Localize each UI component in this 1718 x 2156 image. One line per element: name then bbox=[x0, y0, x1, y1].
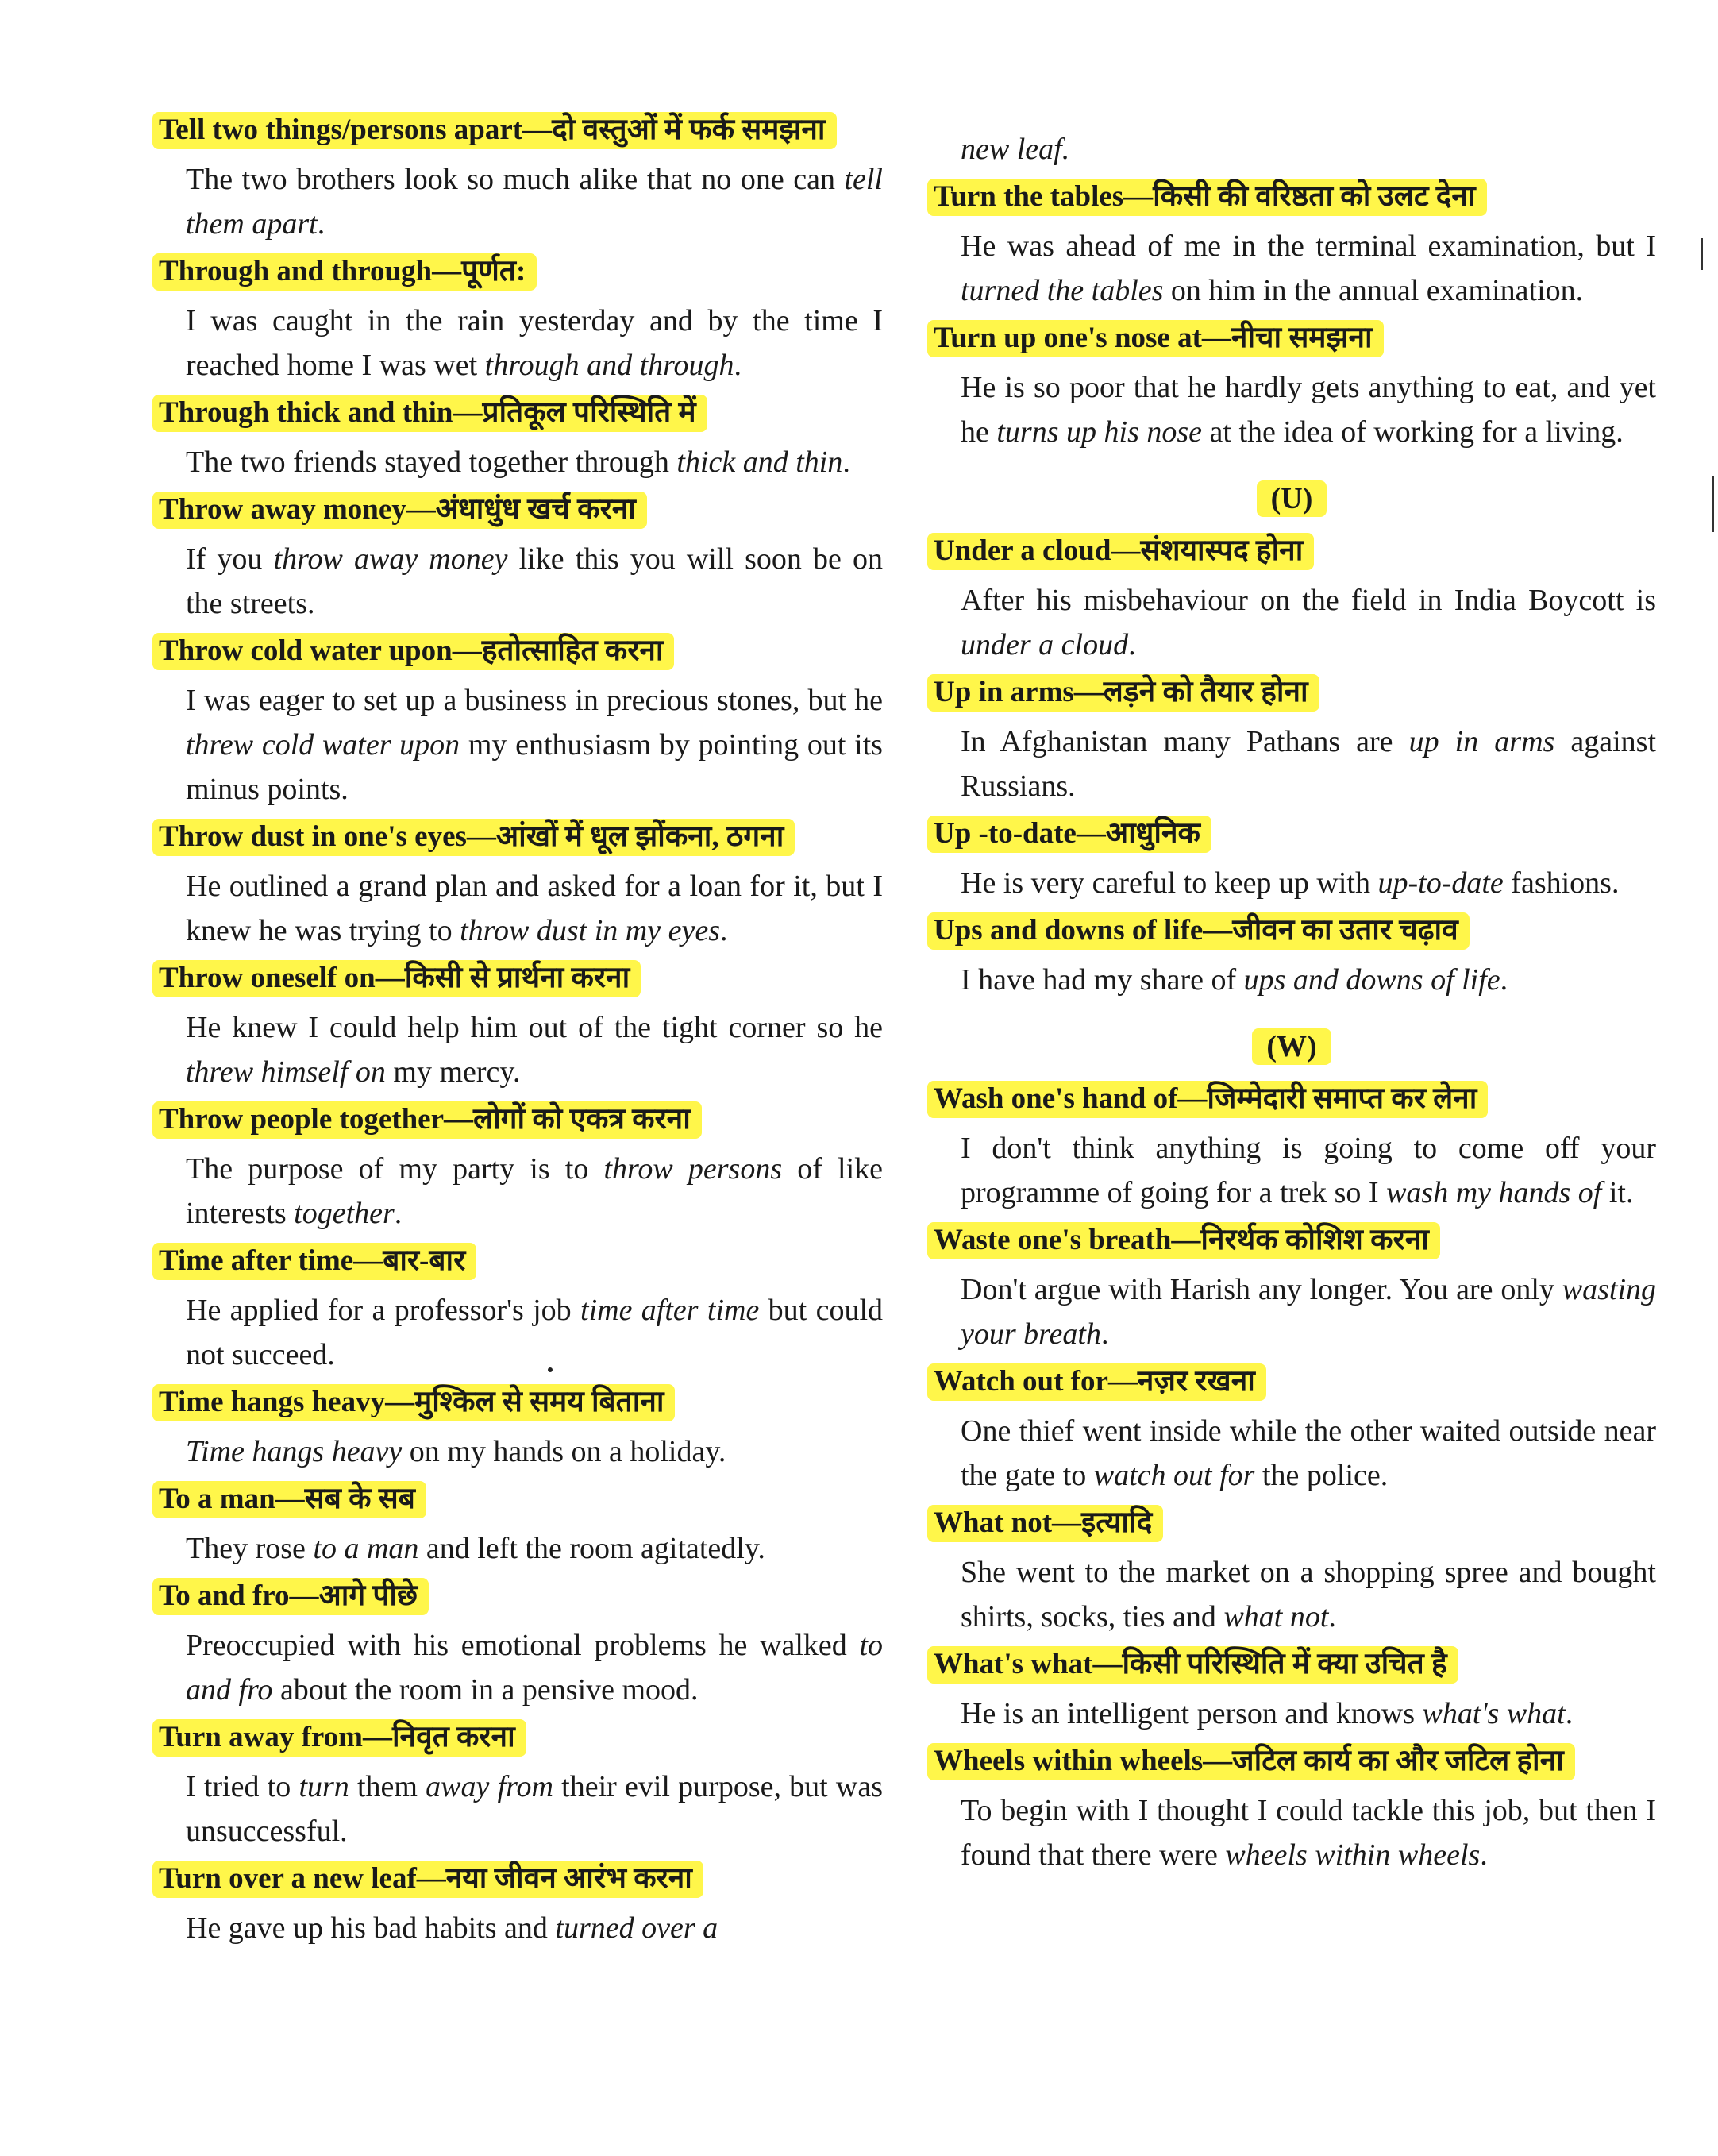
example-text: Don't argue with Harish any longer. You are only bbox=[961, 1273, 1562, 1306]
right-w-entries bbox=[927, 1078, 1656, 1877]
example-text: against Russians. bbox=[961, 725, 1657, 803]
example-text: . bbox=[842, 445, 850, 479]
idiom-entry bbox=[152, 489, 883, 626]
example-text: on him in the annual examination. bbox=[1163, 274, 1584, 307]
example-italic-phrase: threw cold water upon bbox=[186, 728, 460, 762]
idiom-heading: Time hangs heavy—मुश्किल से समय बिताना bbox=[152, 1384, 675, 1421]
example-text: He is so poor that he hardly gets anything to eat, and yet he bbox=[961, 371, 1656, 449]
example-italic-phrase: away from bbox=[426, 1770, 553, 1803]
idiom-example bbox=[186, 157, 883, 246]
example-text: He gave up his bad habits and bbox=[186, 1911, 556, 1945]
idiom-entry bbox=[152, 1858, 883, 1950]
section-w-label: (W) bbox=[1252, 1028, 1331, 1065]
example-text: I was caught in the rain yesterday and by the time I reached home I was wet bbox=[186, 304, 883, 382]
example-text: In Afghanistan many Pathans are bbox=[961, 725, 1409, 758]
idiom-heading: Turn over a new leaf—नया जीवन आरंभ करना bbox=[152, 1861, 703, 1898]
example-text: He was ahead of me in the terminal examination, but I bbox=[961, 229, 1656, 263]
example-text: The two brothers look so much alike that no one can bbox=[186, 163, 845, 196]
idiom-entry bbox=[152, 1576, 883, 1712]
idiom-heading-line bbox=[152, 1717, 883, 1763]
stray-dot bbox=[548, 1367, 553, 1372]
idiom-example bbox=[961, 719, 1656, 808]
idiom-example bbox=[961, 1691, 1656, 1736]
example-text: I have had my share of bbox=[961, 963, 1244, 997]
example-text: it. bbox=[1601, 1176, 1634, 1209]
idiom-heading: What's what—किसी परिस्थिति में क्या उचित है bbox=[927, 1646, 1458, 1684]
idiom-heading: Through thick and thin—प्रतिकूल परिस्थिति में bbox=[152, 395, 707, 432]
example-text: . bbox=[1128, 628, 1136, 661]
example-italic-phrase: under a cloud bbox=[961, 628, 1129, 661]
idiom-example bbox=[961, 1409, 1656, 1498]
example-text: He is very careful to keep up with bbox=[961, 866, 1378, 900]
idiom-heading: Waste one's breath—निरर्थक कोशिश करना bbox=[927, 1222, 1440, 1259]
idiom-heading-line bbox=[927, 1644, 1656, 1690]
example-italic-phrase: to a man bbox=[313, 1532, 419, 1565]
idiom-entry bbox=[927, 1741, 1656, 1877]
idiom-entry bbox=[927, 176, 1656, 313]
idiom-example bbox=[186, 1623, 883, 1712]
idiom-entry bbox=[152, 1099, 883, 1236]
idiom-entry bbox=[152, 1717, 883, 1853]
example-text: . bbox=[1480, 1838, 1488, 1872]
example-text: He outlined a grand plan and asked for a loan for it, but I knew he was trying to bbox=[186, 870, 883, 947]
idiom-entry bbox=[152, 631, 883, 812]
example-text: of like interests bbox=[186, 1152, 883, 1230]
example-italic-phrase: watch out for bbox=[1093, 1459, 1255, 1492]
example-italic-phrase: what's what bbox=[1422, 1697, 1566, 1730]
example-italic-phrase: throw persons bbox=[603, 1152, 783, 1186]
idiom-heading-line bbox=[152, 110, 883, 156]
example-text: them bbox=[349, 1770, 426, 1803]
idiom-entry bbox=[927, 1502, 1656, 1639]
example-italic-phrase: wash my hands of bbox=[1386, 1176, 1602, 1209]
idiom-entry bbox=[152, 110, 883, 246]
idiom-heading-line bbox=[152, 1479, 883, 1525]
idiom-heading-line bbox=[927, 318, 1656, 364]
idiom-heading: Through and through—पूर्णत: bbox=[152, 253, 537, 291]
example-italic-phrase: turned the tables bbox=[961, 274, 1164, 307]
idiom-heading: Time after time—बार-बार bbox=[152, 1243, 476, 1280]
idiom-heading-line bbox=[152, 1382, 883, 1428]
example-text: . bbox=[1100, 1317, 1109, 1351]
idiom-heading: What not—इत्यादि bbox=[927, 1505, 1163, 1542]
idiom-entry bbox=[152, 392, 883, 484]
example-text: . bbox=[394, 1197, 403, 1230]
idiom-heading: Throw away money—अंधाधुंध खर्च करना bbox=[152, 492, 647, 529]
example-text: . bbox=[720, 914, 728, 947]
example-text: and left the room agitatedly. bbox=[418, 1532, 765, 1565]
example-italic-phrase: turned over a bbox=[555, 1911, 718, 1945]
idiom-entry bbox=[927, 1078, 1656, 1215]
idiom-heading-line bbox=[927, 1361, 1656, 1407]
idiom-entry bbox=[927, 1644, 1656, 1736]
idiom-heading: Throw people together—लोगों को एकत्र करना bbox=[152, 1101, 702, 1139]
idiom-entry bbox=[927, 1361, 1656, 1498]
example-text: The two friends stayed together through bbox=[186, 445, 677, 479]
idiom-heading: Tell two things/persons apart—दो वस्तुओं में फर्क समझना bbox=[152, 112, 837, 149]
idiom-heading-line bbox=[927, 813, 1656, 859]
example-text: If you bbox=[186, 542, 274, 576]
idiom-heading-line bbox=[927, 1220, 1656, 1266]
idiom-example bbox=[186, 1147, 883, 1236]
example-italic-phrase: up-to-date bbox=[1377, 866, 1504, 900]
example-italic-phrase: throw dust in my eyes bbox=[460, 914, 720, 947]
example-text: . bbox=[1328, 1600, 1336, 1633]
example-text: One thief went inside while the other waited outside near the gate to bbox=[961, 1414, 1656, 1492]
example-italic-phrase: Time hangs heavy bbox=[186, 1435, 403, 1468]
idiom-heading-line bbox=[927, 910, 1656, 956]
idiom-entry bbox=[927, 530, 1656, 667]
example-italic-phrase: thick and thin bbox=[676, 445, 843, 479]
idiom-heading: Wheels within wheels—जटिल कार्य का और जटिल होना bbox=[927, 1743, 1575, 1780]
idiom-example bbox=[186, 299, 883, 388]
example-italic-phrase: time after time bbox=[580, 1294, 760, 1327]
idiom-example bbox=[186, 1429, 883, 1474]
example-italic-phrase: throw away money bbox=[273, 542, 508, 576]
example-text: She went to the market on a shopping spree and bought shirts, socks, ties and bbox=[961, 1556, 1656, 1633]
idiom-heading-line bbox=[152, 816, 883, 862]
example-text: . bbox=[1565, 1697, 1574, 1730]
idiom-heading: Turn the tables—किसी की वरिष्ठता को उलट देना bbox=[927, 179, 1487, 216]
right-column bbox=[927, 110, 1656, 1882]
example-text: He knew I could help him out of the tight corner so he bbox=[186, 1011, 883, 1044]
idiom-entry bbox=[927, 672, 1656, 808]
example-italic-phrase: to and fro bbox=[186, 1629, 883, 1707]
idiom-heading-line bbox=[152, 631, 883, 677]
idiom-heading: Watch out for—नज़र रखना bbox=[927, 1363, 1266, 1401]
idiom-heading-line bbox=[927, 1078, 1656, 1124]
idiom-example bbox=[961, 1126, 1656, 1215]
idiom-example bbox=[961, 958, 1656, 1002]
idiom-heading-line bbox=[927, 1741, 1656, 1787]
idiom-heading-line bbox=[927, 530, 1656, 577]
example-text: my mercy. bbox=[385, 1055, 521, 1089]
idiom-heading-line bbox=[152, 1576, 883, 1622]
example-italic-phrase: up in arms bbox=[1408, 725, 1555, 758]
example-italic-phrase: turn bbox=[299, 1770, 349, 1803]
section-u-label: (U) bbox=[1257, 480, 1327, 517]
example-text: They rose bbox=[186, 1532, 314, 1565]
idiom-heading-line bbox=[152, 1858, 883, 1904]
example-text: like this you will soon be on the streets. bbox=[186, 542, 884, 620]
idiom-heading: Throw oneself on—किसी से प्रार्थना करना bbox=[152, 960, 641, 997]
idiom-example bbox=[186, 1288, 883, 1377]
idiom-heading-line bbox=[152, 1240, 883, 1286]
idiom-heading: To and fro—आगे पीछे bbox=[152, 1578, 429, 1615]
example-text: fashions. bbox=[1503, 866, 1620, 900]
idiom-entry bbox=[152, 958, 883, 1094]
idiom-example bbox=[186, 864, 883, 953]
idiom-entry bbox=[927, 1220, 1656, 1356]
idiom-heading: Ups and downs of life—जीवन का उतार चढ़ाव bbox=[927, 912, 1470, 950]
example-text: . bbox=[317, 207, 325, 241]
example-italic-phrase: wheels within wheels bbox=[1225, 1838, 1481, 1872]
idiom-heading-line bbox=[152, 1099, 883, 1145]
example-text: . bbox=[734, 349, 742, 382]
continuation-text: new leaf. bbox=[961, 133, 1070, 166]
idiom-heading: Throw dust in one's eyes—आंखों में धूल झोंकना, ठगना bbox=[152, 819, 795, 856]
idiom-heading: Up -to-date—आधुनिक bbox=[927, 816, 1211, 853]
section-w-heading bbox=[927, 1029, 1656, 1064]
example-text: at the idea of working for a living. bbox=[1202, 415, 1624, 449]
example-text: After his misbehaviour on the field in India Boycott is bbox=[961, 584, 1656, 617]
example-text: . bbox=[1500, 963, 1508, 997]
idiom-example bbox=[961, 1267, 1656, 1356]
example-italic-phrase: what not bbox=[1223, 1600, 1329, 1633]
idiom-heading: To a man—सब के सब bbox=[152, 1481, 426, 1518]
idiom-heading-line bbox=[152, 251, 883, 297]
idiom-example bbox=[186, 1005, 883, 1094]
idiom-heading: Under a cloud—संशयास्पद होना bbox=[927, 533, 1314, 570]
idiom-entry bbox=[927, 318, 1656, 454]
idiom-heading-line bbox=[927, 176, 1656, 222]
example-text: He is an intelligent person and knows bbox=[961, 1697, 1423, 1730]
scan-edge-mark bbox=[1701, 238, 1703, 270]
right-t-entries bbox=[927, 176, 1656, 454]
example-text: To begin with I thought I could tackle this job, but then I found that there were bbox=[961, 1794, 1656, 1872]
idiom-entry bbox=[152, 251, 883, 388]
example-italic-phrase: together bbox=[294, 1197, 395, 1230]
idiom-entry bbox=[152, 1479, 883, 1571]
right-u-entries bbox=[927, 530, 1656, 1002]
idiom-heading: Turn away from—निवृत करना bbox=[152, 1719, 526, 1757]
idiom-heading: Throw cold water upon—हतोत्साहित करना bbox=[152, 633, 674, 670]
idiom-heading: Wash one's hand of—जिम्मेदारी समाप्त कर लेना bbox=[927, 1081, 1488, 1118]
example-italic-phrase: turns up his nose bbox=[996, 415, 1203, 449]
idiom-example bbox=[961, 578, 1656, 667]
example-text: on my hands on a holiday. bbox=[402, 1435, 726, 1468]
example-text: the police. bbox=[1254, 1459, 1389, 1492]
example-text: but could not succeed. bbox=[186, 1294, 884, 1371]
example-text: He applied for a professor's job bbox=[186, 1294, 581, 1327]
example-italic-phrase: wasting your breath bbox=[961, 1273, 1656, 1351]
section-u-heading bbox=[927, 481, 1656, 516]
idiom-heading-line bbox=[927, 672, 1656, 718]
example-text: about the room in a pensive mood. bbox=[272, 1673, 699, 1707]
idiom-example bbox=[186, 678, 883, 812]
idiom-example bbox=[186, 1526, 883, 1571]
left-column bbox=[152, 110, 883, 1955]
idiom-example bbox=[961, 224, 1656, 313]
idiom-entry bbox=[927, 813, 1656, 905]
idiom-example bbox=[961, 365, 1656, 454]
example-italic-phrase: tell them apart bbox=[186, 163, 883, 241]
idiom-example bbox=[186, 537, 883, 626]
idiom-entry bbox=[152, 1240, 883, 1377]
example-text: I was eager to set up a business in precious stones, but he bbox=[186, 684, 883, 717]
example-italic-phrase: ups and downs of life bbox=[1243, 963, 1500, 997]
idiom-heading-line bbox=[152, 392, 883, 438]
idiom-heading-line bbox=[152, 489, 883, 535]
idiom-heading-line bbox=[927, 1502, 1656, 1549]
idiom-example bbox=[961, 861, 1656, 905]
example-text: Preoccupied with his emotional problems he walked bbox=[186, 1629, 860, 1662]
example-text: The purpose of my party is to bbox=[186, 1152, 604, 1186]
example-italic-phrase: through and through bbox=[484, 349, 734, 382]
idiom-example bbox=[186, 440, 883, 484]
idiom-heading-line bbox=[152, 958, 883, 1004]
idiom-example bbox=[186, 1765, 883, 1853]
example-text: I don't think anything is going to come off your programme of going for a trek so I bbox=[961, 1132, 1656, 1209]
scan-edge-mark-lower bbox=[1712, 476, 1714, 532]
example-text: I tried to bbox=[186, 1770, 299, 1803]
idiom-example bbox=[961, 1788, 1656, 1877]
idiom-entry bbox=[152, 816, 883, 953]
example-italic-phrase: threw himself on bbox=[186, 1055, 386, 1089]
idiom-example bbox=[186, 1906, 883, 1950]
example-text: their evil purpose, but was unsuccessful. bbox=[186, 1770, 884, 1848]
idiom-entry bbox=[152, 1382, 883, 1474]
idiom-example bbox=[961, 1550, 1656, 1639]
example-text: my enthusiasm by pointing out its minus points. bbox=[186, 728, 883, 806]
idiom-heading: Turn up one's nose at—नीचा समझना bbox=[927, 320, 1384, 357]
idiom-entry bbox=[927, 910, 1656, 1002]
idiom-heading: Up in arms—लड़ने को तैयार होना bbox=[927, 674, 1319, 712]
